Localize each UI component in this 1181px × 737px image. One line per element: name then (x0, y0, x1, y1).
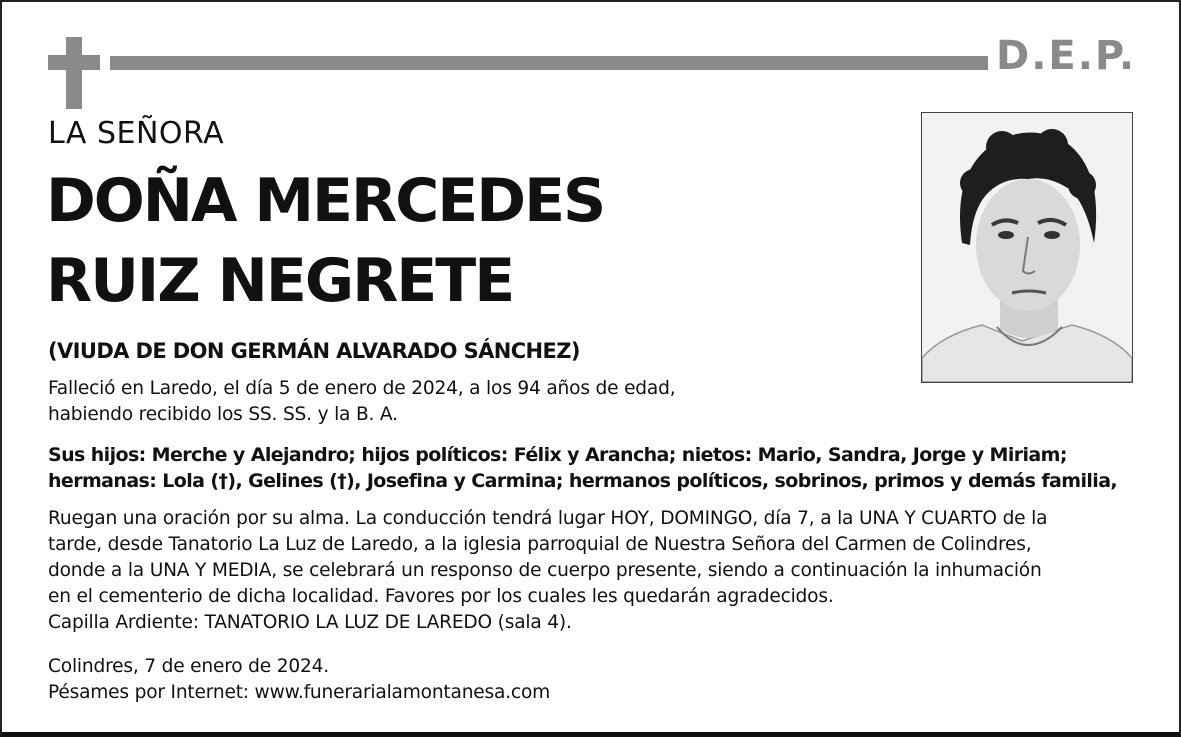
family-line: hermanas: Lola (†), Gelines (†), Josefina y Carmina; hermanos políticos, sobrinos, primos y demás familia, (48, 470, 1118, 492)
family-line: Sus hijos: Merche y Alejandro; hijos políticos: Félix y Arancha; nietos: Mario, Sandra, Jorge y Miriam; (48, 444, 1067, 466)
ceremony-details (48, 506, 1047, 636)
death-info-line: habiendo recibido los SS. SS. y la B. A. (48, 404, 398, 425)
widow-note: (VIUDA DE DON GERMÁN ALVARADO SÁNCHEZ) (48, 339, 580, 363)
salutation: LA SEÑORA (48, 116, 225, 151)
dep-label: D.E.P. (996, 33, 1137, 79)
condolences-link: Pésames por Internet: www.funerarialamontanesa.com (48, 682, 551, 703)
death-info-line: Falleció en Laredo, el día 5 de enero de 2024, a los 94 años de edad, (48, 378, 676, 399)
cross-horizontal-bar (48, 55, 100, 70)
ceremony-line: donde a la UNA Y MEDIA, se celebrará un responso de cuerpo presente, siendo a continuación la inhumación (48, 560, 1042, 581)
deceased-name-line-2: RUIZ NEGRETE (46, 246, 514, 316)
ceremony-line: Capilla Ardiente: TANATORIO LA LUZ DE LAREDO (sala 4). (48, 612, 572, 633)
ceremony-line: tarde, desde Tanatorio La Luz de Laredo, a la iglesia parroquial de Nuestra Señora del Carmen de Colindres, (48, 534, 1032, 555)
portrait-photo (921, 112, 1133, 383)
family-list (48, 442, 1117, 494)
deceased-name-line-1: DOÑA MERCEDES (46, 166, 605, 236)
portrait-drawing (922, 113, 1132, 382)
cross-vertical-bar (66, 37, 82, 109)
death-info (48, 376, 675, 428)
ceremony-line: Ruegan una oración por su alma. La conducción tendrá lugar HOY, DOMINGO, día 7, a la UNA Y CUARTO de la (48, 508, 1048, 529)
header-rule (110, 56, 988, 70)
footer (48, 654, 550, 706)
place-date: Colindres, 7 de enero de 2024. (48, 656, 329, 677)
ceremony-line: en el cementerio de dicha localidad. Favores por los cuales les quedarán agradecidos. (48, 586, 834, 607)
